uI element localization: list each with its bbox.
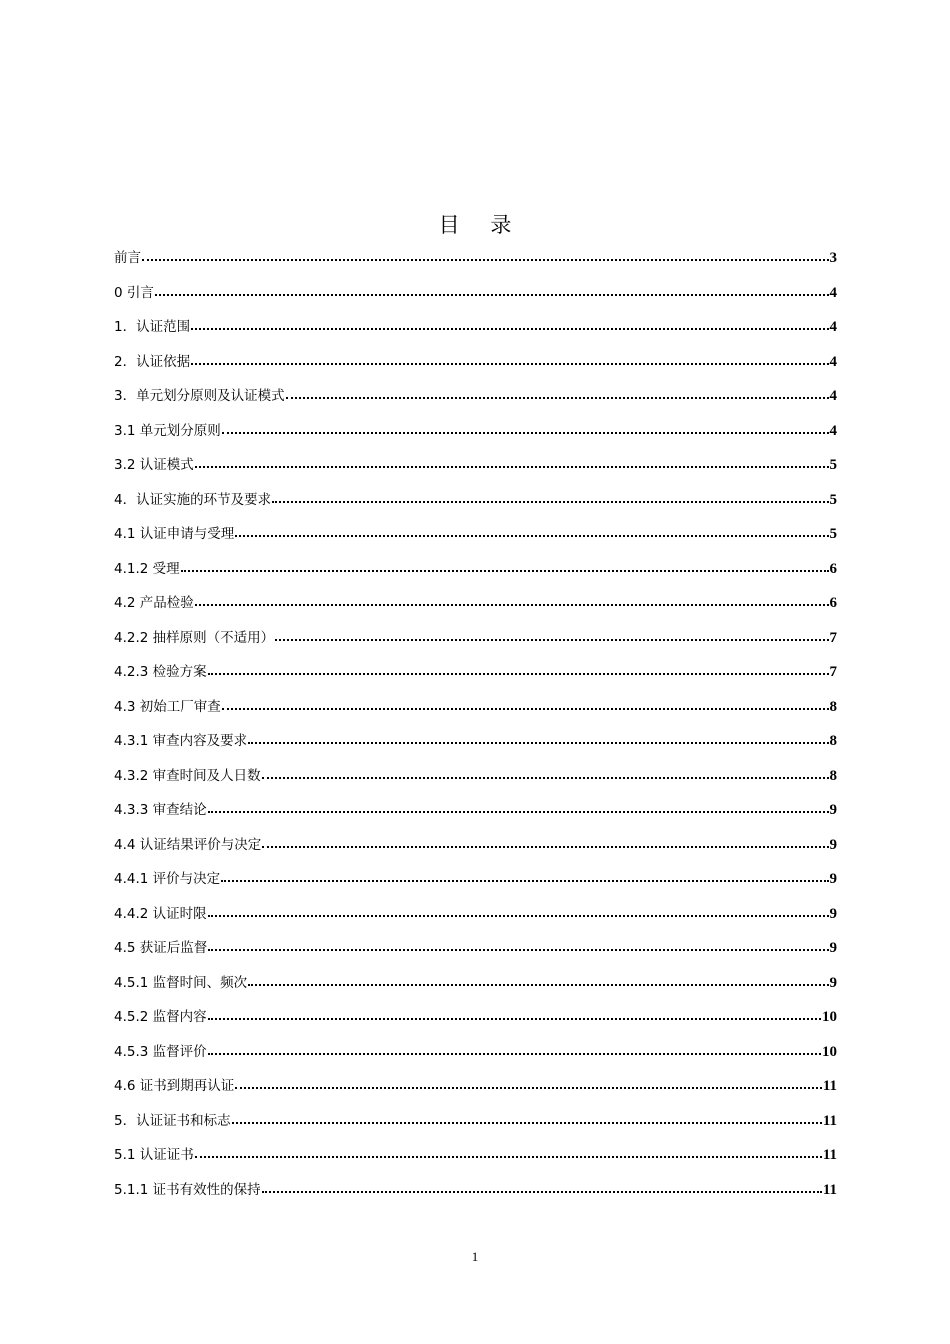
toc-entry-page: 8	[829, 733, 837, 749]
toc-entry[interactable]	[114, 1180, 837, 1215]
toc-entry[interactable]	[114, 1145, 837, 1180]
dot-leader	[232, 1111, 822, 1125]
toc-entry-label: 4.5.2 监督内容	[114, 1009, 207, 1025]
toc-entry-page: 11	[822, 1078, 837, 1094]
toc-entry-label: 4.5.1 监督时间、频次	[114, 974, 248, 991]
toc-entry[interactable]	[114, 283, 837, 318]
toc-entry-page: 11	[822, 1147, 837, 1163]
dot-leader	[181, 559, 829, 573]
toc-entry-page: 9	[829, 871, 837, 887]
toc-entry-page: 7	[829, 629, 837, 646]
toc-entry[interactable]	[114, 455, 837, 490]
toc-entry[interactable]	[114, 628, 837, 663]
toc-entry-label: 4.2 产品检验	[114, 595, 194, 611]
toc-entry[interactable]	[114, 524, 837, 559]
toc-entry-page: 8	[829, 767, 837, 784]
dot-leader	[191, 352, 828, 366]
toc-entry[interactable]	[114, 248, 837, 283]
dot-leader	[235, 1076, 822, 1090]
toc-entry-label: 0 引言	[114, 284, 154, 301]
toc-entry[interactable]	[114, 800, 837, 835]
toc-entry[interactable]	[114, 766, 837, 801]
toc-entry-label: 前言	[114, 250, 141, 266]
dot-leader	[286, 386, 829, 400]
dot-leader	[155, 283, 829, 297]
dot-leader	[142, 248, 829, 262]
toc-entry[interactable]	[114, 593, 837, 628]
page-number: 1	[471, 1249, 479, 1264]
toc-entry-label: 5.1.1 证书有效性的保持	[114, 1181, 261, 1198]
dot-leader	[248, 731, 828, 745]
toc-entry-label: 5．认证证书和标志	[114, 1112, 231, 1129]
dot-leader	[275, 628, 828, 642]
toc-entry-page: 9	[829, 802, 837, 818]
toc-entry-page: 11	[822, 1112, 837, 1129]
toc-entry[interactable]	[114, 1042, 837, 1077]
toc-entry-page: 10	[822, 1009, 837, 1025]
dot-leader	[195, 1145, 822, 1159]
toc-entry-label: 4.1.2 受理	[114, 560, 180, 577]
toc-entry-page: 6	[829, 560, 837, 577]
toc-entry[interactable]	[114, 317, 837, 352]
toc-entry[interactable]	[114, 973, 837, 1008]
toc-entry-page: 9	[829, 836, 837, 853]
dot-leader	[221, 869, 828, 883]
toc-entry[interactable]	[114, 835, 837, 870]
toc-entry-label: 4.3.2 审查时间及人日数	[114, 767, 261, 784]
toc-entry-page: 5	[829, 491, 837, 508]
toc-entry-label: 4.1 认证申请与受理	[114, 526, 235, 542]
dot-leader	[208, 662, 829, 676]
toc-entry-label: 3.2 认证模式	[114, 457, 194, 473]
dot-leader	[195, 593, 829, 607]
toc-entry-page: 3	[829, 250, 837, 266]
toc-entry-label: 4.2.2 抽样原则（不适用）	[114, 629, 275, 646]
dot-leader	[208, 1007, 821, 1021]
toc-entry[interactable]	[114, 1076, 837, 1111]
toc-entry-label: 5.1 认证证书	[114, 1147, 194, 1163]
dot-leader	[208, 938, 828, 952]
dot-leader	[248, 973, 828, 987]
dot-leader	[262, 766, 829, 780]
toc-entry-label: 3.1 单元划分原则	[114, 422, 221, 439]
toc-entry-page: 7	[829, 664, 837, 680]
toc-entry-label: 4.4 认证结果评价与决定	[114, 836, 262, 853]
toc-entry[interactable]	[114, 904, 837, 939]
dot-leader	[262, 1180, 822, 1194]
toc-entry[interactable]	[114, 559, 837, 594]
toc-entry-page: 5	[829, 457, 837, 473]
toc-entry-label: 4．认证实施的环节及要求	[114, 491, 272, 508]
toc-entry[interactable]	[114, 662, 837, 697]
dot-leader	[208, 800, 829, 814]
toc-entry-label: 4.4.1 评价与决定	[114, 871, 221, 887]
toc-entry-page: 4	[829, 388, 837, 404]
toc-entry[interactable]	[114, 1111, 837, 1146]
toc-entry-label: 4.5.3 监督评价	[114, 1043, 207, 1060]
dot-leader	[222, 697, 829, 711]
toc-entry-page: 4	[829, 319, 837, 335]
toc-entry-page: 9	[829, 974, 837, 991]
table-of-contents	[114, 248, 837, 1214]
dot-leader	[191, 317, 828, 331]
toc-entry-label: 4.3 初始工厂审查	[114, 698, 221, 715]
toc-title: 目 录	[438, 213, 524, 238]
toc-entry[interactable]	[114, 697, 837, 732]
toc-entry[interactable]	[114, 352, 837, 387]
toc-entry[interactable]	[114, 1007, 837, 1042]
toc-entry-label: 4.5 获证后监督	[114, 940, 208, 956]
toc-entry-label: 4.4.2 认证时限	[114, 905, 207, 922]
toc-entry[interactable]	[114, 421, 837, 456]
toc-entry[interactable]	[114, 731, 837, 766]
toc-entry-page: 5	[829, 526, 837, 542]
dot-leader	[235, 524, 828, 538]
dot-leader	[208, 904, 829, 918]
dot-leader	[272, 490, 828, 504]
toc-entry[interactable]	[114, 386, 837, 421]
toc-entry-page: 10	[822, 1043, 837, 1060]
toc-entry-page: 9	[829, 905, 837, 922]
toc-entry-label: 4.3.1 审查内容及要求	[114, 733, 248, 749]
toc-entry[interactable]	[114, 490, 837, 525]
toc-entry-label: 3．单元划分原则及认证模式	[114, 388, 285, 404]
dot-leader	[208, 1042, 821, 1056]
dot-leader	[195, 455, 829, 469]
toc-entry[interactable]	[114, 869, 837, 904]
dot-leader	[222, 421, 829, 435]
toc-entry-label: 4.2.3 检验方案	[114, 664, 207, 680]
toc-entry-page: 4	[829, 422, 837, 439]
toc-entry-page: 6	[829, 595, 837, 611]
toc-entry-label: 2．认证依据	[114, 353, 191, 370]
toc-entry[interactable]	[114, 938, 837, 973]
toc-entry-page: 4	[829, 353, 837, 370]
toc-entry-label: 4.3.3 审查结论	[114, 802, 207, 818]
dot-leader	[262, 835, 828, 849]
toc-entry-page: 11	[822, 1181, 837, 1198]
toc-entry-label: 4.6 证书到期再认证	[114, 1078, 235, 1094]
toc-entry-label: 1．认证范围	[114, 319, 191, 335]
toc-entry-page: 8	[829, 698, 837, 715]
toc-entry-page: 4	[829, 284, 837, 301]
toc-entry-page: 9	[829, 940, 837, 956]
